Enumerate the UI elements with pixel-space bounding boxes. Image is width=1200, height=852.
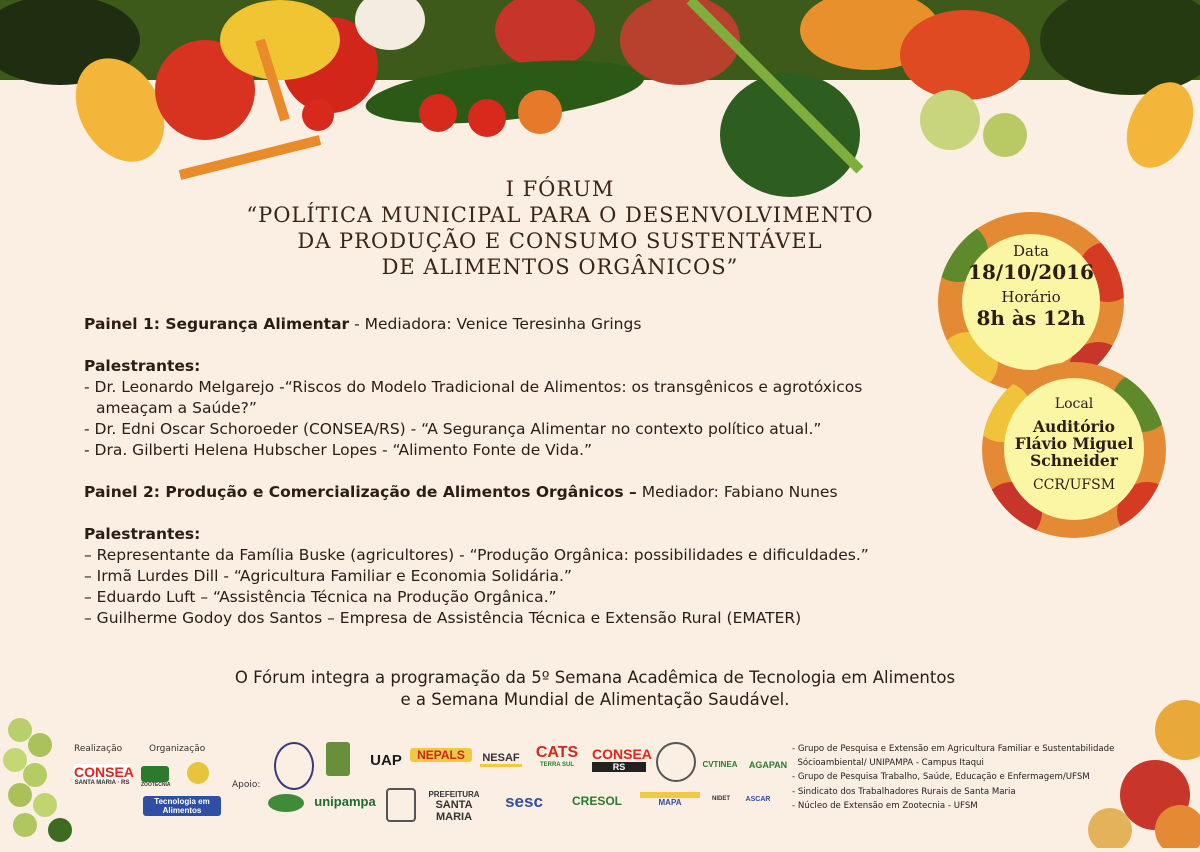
- panel-2-mediator: Mediador: Fabiano Nunes: [636, 483, 838, 501]
- forum-note-line-1: O Fórum integra a programação da 5º Semana Acadêmica de Tecnologia em Alimentos: [234, 668, 956, 687]
- education-program-logo: [178, 762, 218, 784]
- forum-note-line-2: e a Semana Mundial de Alimentação Saudável.: [400, 690, 790, 709]
- date-value: 18/10/2016: [968, 260, 1094, 284]
- santa-maria-text: SANTA MARIA: [435, 799, 473, 823]
- cats-logo: [530, 744, 584, 768]
- vegetables-banner: [0, 0, 1200, 200]
- location-line-3: Schneider: [1030, 451, 1118, 470]
- consea-rs-text: CONSEA: [592, 746, 652, 762]
- zootecnia-text: ZOOTECNIA: [141, 782, 171, 788]
- ascar-logo: ASCAR: [745, 796, 771, 803]
- time-value: 8h às 12h: [976, 306, 1086, 330]
- cats-text: CATS: [535, 744, 579, 761]
- cats-sub: TERRA SUL: [539, 762, 575, 768]
- forum-note: [150, 667, 1040, 711]
- location-label: Local: [1054, 396, 1094, 412]
- panel-1-title: Painel 1: Segurança Alimentar: [84, 315, 350, 333]
- nesaf-logo: NESAF: [480, 752, 522, 767]
- partner-item: - Grupo de Pesquisa Trabalho, Saúde, Educação e Enfermagem/UFSM: [792, 772, 1090, 783]
- partners-list: [792, 742, 1152, 813]
- panel-2-speaker: – Irmã Lurdes Dill - “Agricultura Familiar e Economia Solidária.”: [84, 567, 572, 585]
- prefeitura-logo: [418, 790, 490, 823]
- nepals-logo: NEPALS: [410, 748, 472, 762]
- cooperativa-logo: [268, 794, 304, 812]
- consea-sm-text: CONSEA: [74, 764, 134, 780]
- consea-santa-maria-logo: [74, 764, 134, 786]
- uap-logo: UAP: [370, 752, 402, 769]
- partner-item: - Sindicato dos Trabalhadores Rurais de Santa Maria: [792, 786, 1016, 797]
- date-label: Data: [1013, 242, 1049, 260]
- partner-item: - Grupo de Pesquisa e Extensão em Agricultura Familiar e Sustentabilidade: [792, 744, 1115, 754]
- panel-2-speakers-label: Palestrantes:: [84, 525, 201, 543]
- panel-1-mediator: - Mediadora: Venice Teresinha Grings: [349, 315, 642, 333]
- time-label: Horário: [1001, 288, 1061, 306]
- organizacao-label: Organização: [149, 744, 206, 754]
- consea-rs-sub: RS: [592, 762, 646, 772]
- santa-maria-crest: [386, 788, 416, 822]
- realizacao-label: Realização: [74, 744, 123, 754]
- panel-1-speaker: - Dra. Gilberti Helena Hubscher Lopes - “Alimento Fonte de Vida.”: [84, 441, 593, 459]
- panel-2-speaker: – Eduardo Luft – “Assistência Técnica na Produção Orgânica.”: [84, 588, 557, 606]
- title-line-3: DA PRODUÇÃO E CONSUMO SUSTENTÁVEL: [297, 229, 823, 253]
- cvtinea-logo: CVTINEA: [702, 760, 738, 769]
- apoio-label: Apoio:: [232, 780, 261, 790]
- panel-1-header: [84, 314, 964, 335]
- panel-2-speaker: – Guilherme Godoy dos Santos – Empresa de Assistência Técnica e Extensão Rural (EMATER): [84, 609, 802, 627]
- panel-1-speaker: - Dr. Leonardo Melgarejo -“Riscos do Modelo Tradicional de Alimentos: os transgênicos e agrotóxicos: [84, 378, 863, 396]
- cresol-logo: CRESOL: [571, 794, 622, 808]
- ufsm-seal: [274, 742, 314, 790]
- consea-rs-logo: [592, 746, 652, 772]
- panel-2-header: [84, 482, 964, 503]
- nidet-logo: NIDET: [712, 796, 730, 802]
- location-line-1: Auditório: [1033, 417, 1115, 436]
- ccr-logo: [326, 742, 350, 776]
- title-line-4: DE ALIMENTOS ORGÂNICOS”: [381, 255, 739, 279]
- prefeitura-text: PREFEITURA: [428, 790, 480, 799]
- panel-1-speakers-label: Palestrantes:: [84, 357, 201, 375]
- panel-2-title: Painel 2: Produção e Comercialização de Alimentos Orgânicos –: [84, 483, 637, 501]
- forum-title: [180, 176, 940, 280]
- location-line-2: Flávio Miguel: [1014, 434, 1134, 453]
- panel-1-speaker: - Dr. Edni Oscar Schoroeder (CONSEA/RS) - “A Segurança Alimentar no contexto político atual.”: [84, 420, 822, 438]
- partner-item: - Núcleo de Extensão em Zootecnia - UFSM: [792, 800, 978, 811]
- agapan-logo: AGAPAN: [748, 760, 788, 770]
- partner-item: Sócioambiental/ UNIPAMPA - Campus Itaqui: [792, 758, 984, 769]
- zootecnia-logo: [141, 766, 169, 788]
- location-line-4: CCR/UFSM: [1032, 477, 1116, 493]
- panel-1-speaker-cont: ameaçam a Saúde?”: [96, 399, 257, 417]
- consea-sm-sub: SANTA MARIA · RS: [74, 780, 130, 786]
- location-badge: [982, 362, 1166, 538]
- sesc-logo: sesc: [505, 792, 543, 811]
- title-line-2: “POLÍTICA MUNICIPAL PARA O DESENVOLVIMENTO: [246, 203, 874, 227]
- panel-2-speaker: – Representante da Família Buske (agricultores) - “Produção Orgânica: possibilidades e dificuldades.”: [84, 546, 869, 564]
- tec-alimentos-logo: Tecnologia em Alimentos: [143, 796, 221, 816]
- title-line-1: I FÓRUM: [505, 177, 615, 201]
- round-seal-logo: [656, 742, 696, 782]
- program-content: [84, 314, 964, 629]
- mapa-logo: MAPA: [640, 792, 700, 807]
- unipampa-logo: unipampa: [314, 794, 376, 809]
